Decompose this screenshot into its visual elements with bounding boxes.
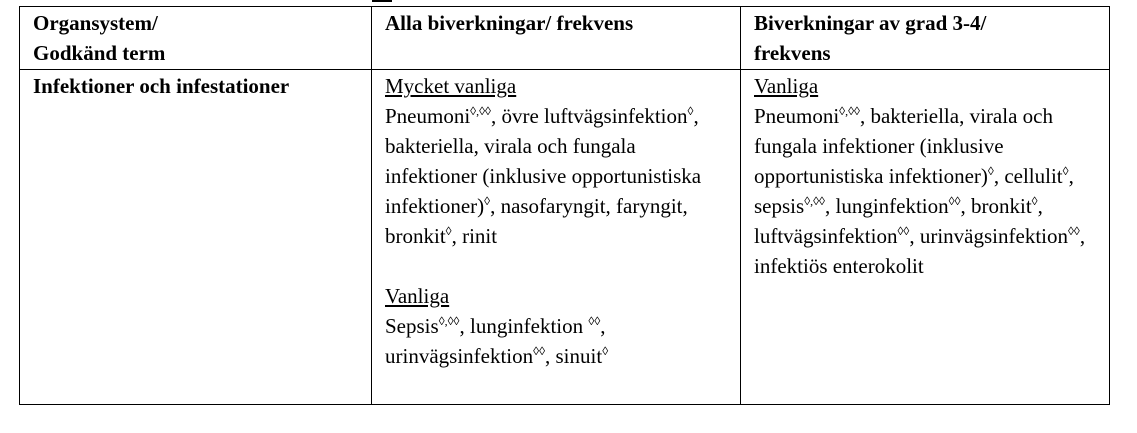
reaction-text: , infektiös enterokolit	[754, 224, 1086, 278]
organ-system-cell: Infektioner och infestationer	[20, 70, 372, 405]
footnote-marker: ◊,◊◊	[839, 104, 860, 118]
reaction-text: , lunginfektion	[459, 314, 589, 338]
very-common-reactions	[385, 101, 733, 251]
footnote-marker: ◊◊	[1067, 224, 1080, 238]
reaction-text: Sepsis	[385, 314, 439, 338]
reaction-text: , rinit	[451, 224, 498, 248]
reaction-text: , bronkit	[960, 194, 1032, 218]
header-organ-system-line1: Organsystem/	[33, 11, 158, 35]
paragraph-gap	[385, 251, 733, 281]
reaction-text: , urinvägsinfektion	[909, 224, 1068, 248]
cropped-heading-fragment	[372, 0, 392, 2]
reaction-text: , nasofaryngit, faryngit, bronkit	[385, 194, 688, 248]
frequency-heading-common: Vanliga	[385, 284, 450, 308]
footnote-marker: ◊	[987, 164, 994, 178]
reaction-text: , bakteriella, virala och fungala infektioner (inklusive opportunistiska infektioner)	[754, 104, 1053, 188]
footnote-marker: ◊,◊◊	[804, 194, 825, 208]
adverse-reactions-table	[19, 6, 1110, 405]
header-all-reactions	[372, 7, 741, 70]
header-grade-3-4-line2: frekvens	[754, 41, 831, 65]
reaction-text: , övre luftvägsinfektion	[490, 104, 688, 128]
footnote-marker: ◊◊	[897, 224, 910, 238]
reaction-text: , cellulit	[993, 164, 1063, 188]
reaction-text: , sinuit	[545, 344, 603, 368]
header-organ-system-line2: Godkänd term	[33, 41, 166, 65]
footnote-marker: ◊	[484, 194, 491, 208]
footnote-marker: ◊◊	[588, 314, 601, 328]
reaction-text: Pneumoni	[385, 104, 471, 128]
reaction-text: , lunginfektion	[824, 194, 949, 218]
frequency-heading-common-grade-3-4: Vanliga	[754, 74, 819, 98]
header-grade-3-4	[741, 7, 1110, 70]
reaction-text: , bakteriella, virala och fungala infektioner (inklusive opportunistiska infektioner)	[385, 104, 702, 218]
footnote-marker: ◊	[602, 344, 609, 358]
frequency-heading-very-common: Mycket vanliga	[385, 74, 517, 98]
table-row	[20, 70, 1110, 405]
footnote-marker: ◊◊	[948, 194, 961, 208]
reaction-text: , luftvägsinfektion	[754, 194, 1043, 248]
footnote-marker: ◊	[1031, 194, 1038, 208]
reaction-text: Pneumoni	[754, 104, 840, 128]
footnote-marker: ◊	[445, 224, 452, 238]
footnote-marker: ◊◊	[533, 344, 545, 358]
header-organ-system	[20, 7, 372, 70]
reaction-text: , sepsis	[754, 164, 1074, 218]
footnote-marker: ◊,◊◊	[470, 104, 491, 118]
table-header-row	[20, 7, 1110, 70]
footnote-marker: ◊,◊◊	[438, 314, 460, 328]
all-reactions-cell	[372, 70, 741, 405]
reaction-text: , urinvägsinfektion	[385, 314, 606, 368]
header-all-reactions-line1: Alla biverkningar/ frekvens	[385, 11, 634, 35]
common-reactions	[385, 311, 733, 371]
grade-3-4-cell	[741, 70, 1110, 405]
footnote-marker: ◊	[1062, 164, 1069, 178]
grade-3-4-reactions	[754, 101, 1102, 281]
header-grade-3-4-line1: Biverkningar av grad 3-4/	[754, 11, 987, 35]
footnote-marker: ◊	[687, 104, 694, 118]
